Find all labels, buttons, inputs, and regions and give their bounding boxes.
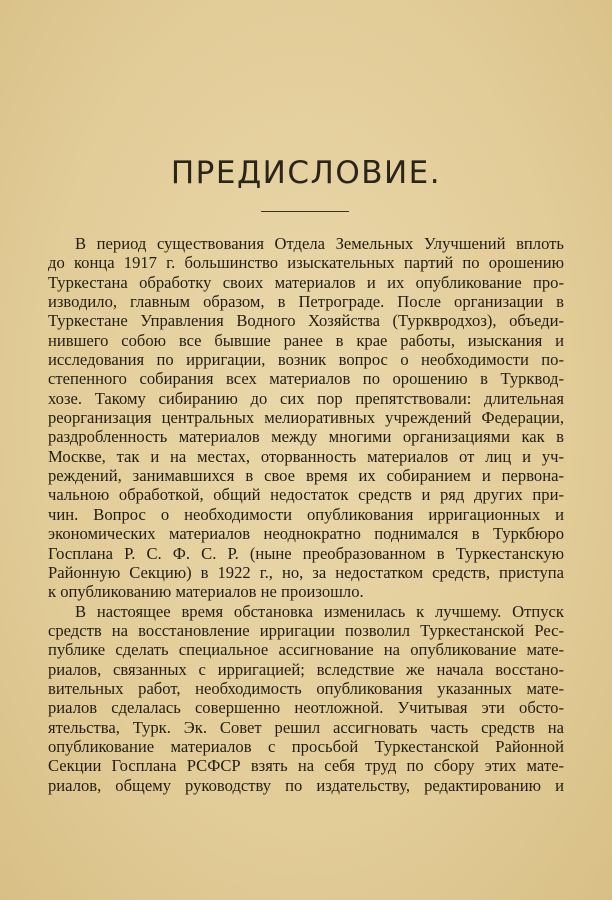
text-line: В период существования Отдела Земельных Улучшений вплоть xyxy=(75,234,564,253)
text-line: чальною обработкой, общий недостаток средств и ряд других при- xyxy=(48,485,564,505)
text-line: Госплана Р. С. Ф. С. Р. (ныне преобразованном в Туркестанскую xyxy=(48,543,564,563)
text-line: риалов, общему руководству по издательству, редактированию и xyxy=(48,775,564,795)
text-line: опубликование материалов с просьбой Туркестанской Районной xyxy=(48,736,564,756)
text-line: раздробленность материалов между многими организациями как в xyxy=(48,427,564,447)
page-title: ПРЕДИСЛОВИЕ. xyxy=(170,155,442,191)
text-line: риалов сделалась совершенно неотложной. Учитывая эти обсто- xyxy=(48,698,564,718)
text-line: степенного собирания всех материалов по орошению в Турквод- xyxy=(48,369,564,389)
text-line: Москве, так и на местах, оторванность материалов от лиц и уч- xyxy=(48,446,564,466)
text-line: реждений, занимавшихся в свое время их собиранием и первона- xyxy=(48,466,564,486)
text-line: ятельства, Турк. Эк. Совет решил ассигновать часть средств на xyxy=(48,717,564,737)
text-line: экономических материалов неоднократно поднимался в Туркбюро xyxy=(48,524,564,544)
text-line: исследования по ирригации, возник вопрос о необходимости по- xyxy=(48,350,564,370)
text-line: Секции Госплана РСФСР взять на себя труд по сбору этих мате- xyxy=(48,756,564,776)
text-line: до конца 1917 г. большинство изыскательных партий по орошению xyxy=(48,253,564,273)
text-line: хозе. Такому сибиранию до сих пор препятствовали: длительная xyxy=(48,388,564,408)
text-line: реорганизация центральных мелиоративных учреждений Федерации, xyxy=(48,408,564,428)
text-line: Туркестана обработку своих материалов и их опубликование про- xyxy=(48,272,564,292)
text-line: В настоящее время обстановка изменилась к лучшему. Отпуск xyxy=(75,601,564,621)
text-line: риалов, связанных с ирригацией; вследствие же начала восстано- xyxy=(48,659,564,679)
text-line: изводило, главным образом, в Петрограде. После организации в xyxy=(48,292,564,312)
text-line: средств на восстановление ирригации позволил Туркестанской Рес- xyxy=(48,620,564,640)
text-line: Районную Секцию) в 1922 г., но, за недостатком средств, приступа xyxy=(48,562,564,582)
text-line: нившего собою все бывшие ранее в крае работы, изыскания и xyxy=(48,330,564,350)
text-line: к опубликованию материалов не произошло. xyxy=(48,582,364,602)
body-text xyxy=(48,234,564,795)
title-divider xyxy=(261,211,349,212)
text-line: публике сделать специальное ассигнование на опубликование мате- xyxy=(48,640,564,660)
text-line: вительных работ, необходимость опубликования указанных мате- xyxy=(48,678,564,698)
text-line: чин. Вопрос о необходимости опубликования ирригационных и xyxy=(48,504,564,524)
text-line: Туркестане Управления Водного Хозяйства (Турквродхоз), объеди- xyxy=(48,311,564,331)
